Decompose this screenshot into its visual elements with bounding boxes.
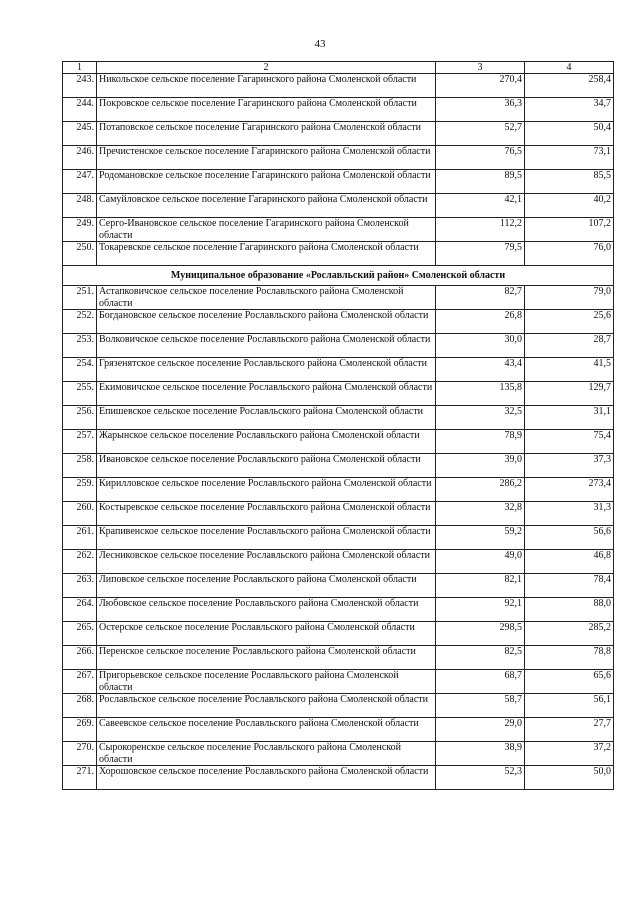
value-col-4: 75,4 [525, 430, 614, 454]
table-row [63, 694, 614, 718]
row-number: 259. [63, 478, 97, 502]
settlement-name: Ивановское сельское поселение Рославльского района Смоленской области [97, 454, 436, 478]
value-col-4: 78,8 [525, 646, 614, 670]
value-col-3: 68,7 [436, 670, 525, 694]
value-col-4: 41,5 [525, 358, 614, 382]
row-number: 263. [63, 574, 97, 598]
row-number: 243. [63, 74, 97, 98]
settlement-name: Грязенятское сельское поселение Рославльского района Смоленской области [97, 358, 436, 382]
value-col-3: 58,7 [436, 694, 525, 718]
table-row [63, 334, 614, 358]
value-col-3: 82,7 [436, 286, 525, 310]
value-col-3: 32,5 [436, 406, 525, 430]
settlement-name: Перенское сельское поселение Рославльского района Смоленской области [97, 646, 436, 670]
row-number: 264. [63, 598, 97, 622]
value-col-3: 42,1 [436, 194, 525, 218]
value-col-4: 56,6 [525, 526, 614, 550]
table-row [63, 430, 614, 454]
table-row [63, 406, 614, 430]
row-number: 250. [63, 242, 97, 266]
table-header-row [63, 62, 614, 74]
table-row [63, 502, 614, 526]
table-row [63, 194, 614, 218]
value-col-3: 52,3 [436, 766, 525, 790]
value-col-3: 32,8 [436, 502, 525, 526]
row-number: 248. [63, 194, 97, 218]
row-number: 268. [63, 694, 97, 718]
value-col-4: 258,4 [525, 74, 614, 98]
value-col-3: 286,2 [436, 478, 525, 502]
value-col-3: 38,9 [436, 742, 525, 766]
value-col-3: 78,9 [436, 430, 525, 454]
header-cell-value-4: 4 [525, 62, 614, 74]
value-col-3: 82,5 [436, 646, 525, 670]
value-col-3: 59,2 [436, 526, 525, 550]
table-row [63, 286, 614, 310]
settlement-name: Пригорьевское сельское поселение Рославльского района Смоленской области [97, 670, 436, 694]
header-cell-name: 2 [97, 62, 436, 74]
value-col-3: 52,7 [436, 122, 525, 146]
table-row [63, 478, 614, 502]
value-col-4: 107,2 [525, 218, 614, 242]
value-col-4: 285,2 [525, 622, 614, 646]
value-col-3: 79,5 [436, 242, 525, 266]
row-number: 266. [63, 646, 97, 670]
value-col-3: 29,0 [436, 718, 525, 742]
row-number: 245. [63, 122, 97, 146]
row-number: 257. [63, 430, 97, 454]
page-number: 43 [314, 38, 326, 50]
row-number: 265. [63, 622, 97, 646]
table-row [63, 310, 614, 334]
settlement-name: Кирилловское сельское поселение Рославльского района Смоленской области [97, 478, 436, 502]
settlement-name: Самуйловское сельское поселение Гагаринского района Смоленской области [97, 194, 436, 218]
settlement-name: Липовское сельское поселение Рославльского района Смоленской области [97, 574, 436, 598]
value-col-4: 273,4 [525, 478, 614, 502]
settlement-name: Екимовичское сельское поселение Рославльского района Смоленской области [97, 382, 436, 406]
row-number: 255. [63, 382, 97, 406]
row-number: 267. [63, 670, 97, 694]
table-row [63, 98, 614, 122]
settlement-name: Волковичское сельское поселение Рославльского района Смоленской области [97, 334, 436, 358]
row-number: 249. [63, 218, 97, 242]
value-col-4: 37,3 [525, 454, 614, 478]
value-col-4: 76,0 [525, 242, 614, 266]
settlement-name: Крапивенское сельское поселение Рославльского района Смоленской области [97, 526, 436, 550]
value-col-3: 43,4 [436, 358, 525, 382]
value-col-4: 65,6 [525, 670, 614, 694]
value-col-3: 92,1 [436, 598, 525, 622]
table-row [63, 526, 614, 550]
value-col-3: 270,4 [436, 74, 525, 98]
value-col-4: 28,7 [525, 334, 614, 358]
value-col-3: 112,2 [436, 218, 525, 242]
table-row [63, 358, 614, 382]
value-col-4: 46,8 [525, 550, 614, 574]
settlement-name: Епишевское сельское поселение Рославльского района Смоленской области [97, 406, 436, 430]
value-col-3: 49,0 [436, 550, 525, 574]
value-col-4: 78,4 [525, 574, 614, 598]
value-col-4: 50,0 [525, 766, 614, 790]
value-col-4: 88,0 [525, 598, 614, 622]
value-col-4: 50,4 [525, 122, 614, 146]
table-row [63, 622, 614, 646]
row-number: 247. [63, 170, 97, 194]
value-col-4: 27,7 [525, 718, 614, 742]
row-number: 256. [63, 406, 97, 430]
row-number: 269. [63, 718, 97, 742]
table-row [63, 598, 614, 622]
settlement-name: Потаповское сельское поселение Гагаринского района Смоленской области [97, 122, 436, 146]
table-row [63, 382, 614, 406]
header-cell-number: 1 [63, 62, 97, 74]
value-col-3: 89,5 [436, 170, 525, 194]
settlement-name: Сырокоренское сельское поселение Рославльского района Смоленской области [97, 742, 436, 766]
table-row [63, 74, 614, 98]
settlement-name: Савеевское сельское поселение Рославльского района Смоленской области [97, 718, 436, 742]
table-row [63, 122, 614, 146]
table-row [63, 242, 614, 266]
row-number: 270. [63, 742, 97, 766]
value-col-4: 34,7 [525, 98, 614, 122]
settlement-name: Остерское сельское поселение Рославльского района Смоленской области [97, 622, 436, 646]
row-number: 262. [63, 550, 97, 574]
value-col-4: 31,1 [525, 406, 614, 430]
value-col-4: 85,5 [525, 170, 614, 194]
table-row [63, 146, 614, 170]
settlement-name: Токаревское сельское поселение Гагаринского района Смоленской области [97, 242, 436, 266]
row-number: 253. [63, 334, 97, 358]
settlement-name: Хорошовское сельское поселение Рославльского района Смоленской области [97, 766, 436, 790]
table-row [63, 170, 614, 194]
settlement-name: Лесниковское сельское поселение Рославльского района Смоленской области [97, 550, 436, 574]
value-col-4: 79,0 [525, 286, 614, 310]
section-title: Муниципальное образование «Рославльский район» Смоленской области [63, 266, 614, 286]
row-number: 260. [63, 502, 97, 526]
section-header-row [63, 266, 614, 286]
settlement-name: Родомановское сельское поселение Гагаринского района Смоленской области [97, 170, 436, 194]
settlement-name: Богдановское сельское поселение Рославльского района Смоленской области [97, 310, 436, 334]
value-col-4: 25,6 [525, 310, 614, 334]
table-row [63, 742, 614, 766]
value-col-4: 40,2 [525, 194, 614, 218]
value-col-3: 82,1 [436, 574, 525, 598]
row-number: 271. [63, 766, 97, 790]
row-number: 254. [63, 358, 97, 382]
settlement-name: Астапковичское сельское поселение Рославльского района Смоленской области [97, 286, 436, 310]
table-row [63, 766, 614, 790]
table-row [63, 670, 614, 694]
value-col-3: 135,8 [436, 382, 525, 406]
table-row [63, 718, 614, 742]
value-col-4: 73,1 [525, 146, 614, 170]
table-row [63, 218, 614, 242]
value-col-3: 39,0 [436, 454, 525, 478]
settlement-name: Никольское сельское поселение Гагаринского района Смоленской области [97, 74, 436, 98]
table-row [63, 550, 614, 574]
row-number: 261. [63, 526, 97, 550]
row-number: 251. [63, 286, 97, 310]
row-number: 252. [63, 310, 97, 334]
row-number: 244. [63, 98, 97, 122]
value-col-3: 30,0 [436, 334, 525, 358]
settlement-name: Жарынское сельское поселение Рославльского района Смоленской области [97, 430, 436, 454]
value-col-3: 76,5 [436, 146, 525, 170]
table-row [63, 646, 614, 670]
value-col-4: 129,7 [525, 382, 614, 406]
value-col-4: 37,2 [525, 742, 614, 766]
settlement-name: Костыревское сельское поселение Рославльского района Смоленской области [97, 502, 436, 526]
header-cell-value-3: 3 [436, 62, 525, 74]
settlements-table [62, 61, 614, 790]
settlement-name: Серго-Ивановское сельское поселение Гагаринского района Смоленской области [97, 218, 436, 242]
value-col-3: 298,5 [436, 622, 525, 646]
value-col-4: 31,3 [525, 502, 614, 526]
settlement-name: Покровское сельское поселение Гагаринского района Смоленской области [97, 98, 436, 122]
settlement-name: Пречистенское сельское поселение Гагаринского района Смоленской области [97, 146, 436, 170]
table-row [63, 574, 614, 598]
value-col-4: 56,1 [525, 694, 614, 718]
value-col-3: 26,8 [436, 310, 525, 334]
table-row [63, 454, 614, 478]
settlement-name: Любовское сельское поселение Рославльского района Смоленской области [97, 598, 436, 622]
row-number: 258. [63, 454, 97, 478]
row-number: 246. [63, 146, 97, 170]
table-body [63, 62, 614, 790]
settlement-name: Рославльское сельское поселение Рославльского района Смоленской области [97, 694, 436, 718]
value-col-3: 36,3 [436, 98, 525, 122]
